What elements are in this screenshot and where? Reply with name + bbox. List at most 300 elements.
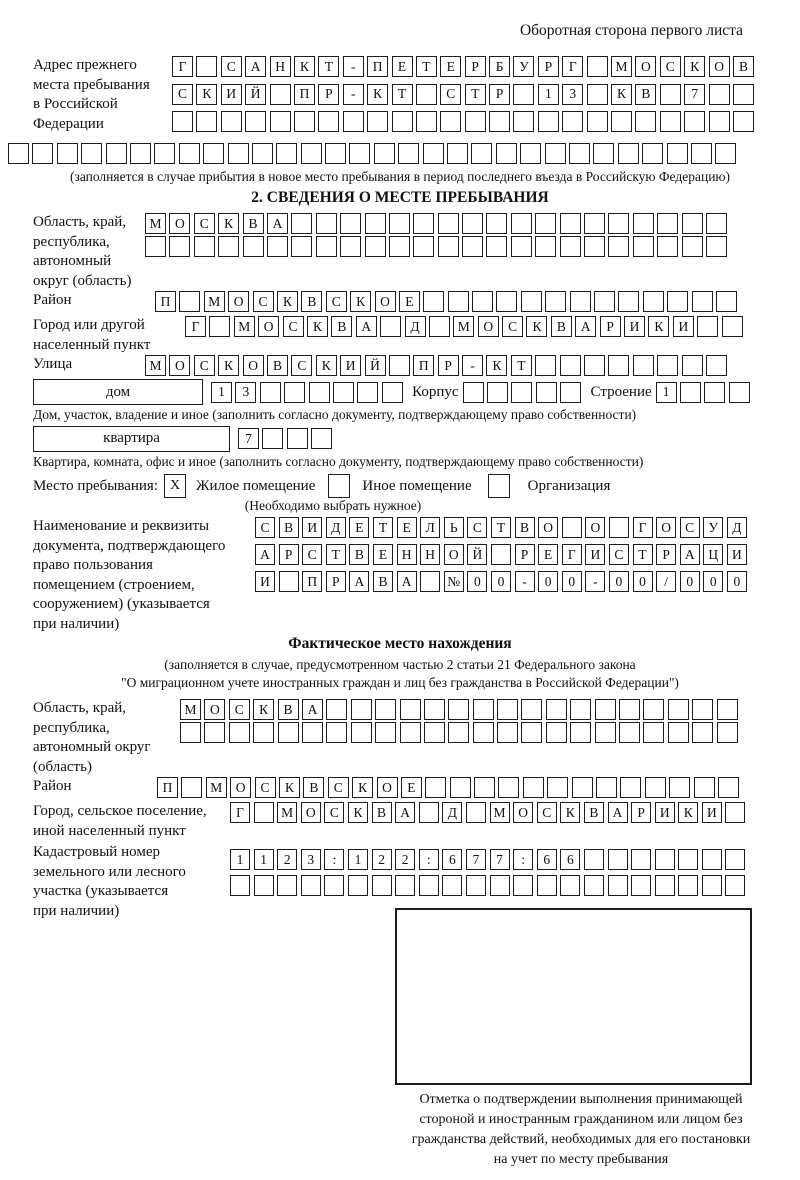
char-box[interactable] <box>276 143 297 164</box>
char-box[interactable] <box>521 699 542 720</box>
char-box[interactable]: 7 <box>684 84 705 105</box>
char-box[interactable] <box>682 355 703 376</box>
char-box[interactable] <box>717 699 738 720</box>
char-box[interactable] <box>448 722 469 743</box>
char-box[interactable]: Е <box>349 517 369 538</box>
char-box[interactable]: Т <box>318 56 339 77</box>
char-box[interactable]: О <box>377 777 398 798</box>
char-box[interactable] <box>413 213 434 234</box>
char-box[interactable] <box>442 875 462 896</box>
char-box[interactable] <box>252 143 273 164</box>
char-box[interactable] <box>618 143 639 164</box>
char-box[interactable]: Д <box>442 802 462 823</box>
char-box[interactable] <box>325 143 346 164</box>
char-box[interactable]: 0 <box>538 571 558 592</box>
char-box[interactable]: К <box>367 84 388 105</box>
char-box[interactable]: В <box>635 84 656 105</box>
char-box[interactable] <box>487 382 508 403</box>
char-box[interactable] <box>380 316 401 337</box>
char-box[interactable] <box>172 111 193 132</box>
char-box[interactable] <box>536 382 557 403</box>
char-box[interactable] <box>725 849 745 870</box>
char-box[interactable] <box>463 382 484 403</box>
char-box[interactable]: В <box>733 56 754 77</box>
stay-option-checkbox-residential[interactable]: X <box>164 474 186 498</box>
char-box[interactable] <box>474 777 495 798</box>
char-box[interactable]: М <box>277 802 297 823</box>
char-box[interactable]: К <box>196 84 217 105</box>
char-box[interactable] <box>608 213 629 234</box>
char-box[interactable]: М <box>611 56 632 77</box>
char-box[interactable]: С <box>324 802 344 823</box>
char-box[interactable]: И <box>624 316 645 337</box>
char-box[interactable] <box>179 291 200 312</box>
char-box[interactable] <box>645 777 666 798</box>
char-box[interactable]: И <box>302 517 322 538</box>
char-box[interactable] <box>680 382 701 403</box>
char-box[interactable]: О <box>656 517 676 538</box>
char-box[interactable] <box>562 111 583 132</box>
char-box[interactable]: В <box>301 291 322 312</box>
char-box[interactable] <box>375 722 396 743</box>
char-box[interactable] <box>535 213 556 234</box>
char-box[interactable] <box>655 849 675 870</box>
char-box[interactable] <box>619 722 640 743</box>
char-box[interactable]: К <box>218 355 239 376</box>
char-box[interactable] <box>660 111 681 132</box>
char-box[interactable]: С <box>609 544 629 565</box>
char-box[interactable]: 2 <box>277 849 297 870</box>
char-box[interactable]: И <box>727 544 747 565</box>
char-box[interactable]: Р <box>600 316 621 337</box>
apartment-type-box[interactable]: квартира <box>33 426 230 452</box>
char-box[interactable] <box>535 355 556 376</box>
char-box[interactable]: В <box>551 316 572 337</box>
char-box[interactable] <box>284 382 305 403</box>
char-box[interactable] <box>466 802 486 823</box>
char-box[interactable] <box>618 291 639 312</box>
char-box[interactable] <box>535 236 556 257</box>
char-box[interactable] <box>316 213 337 234</box>
char-box[interactable]: Р <box>465 56 486 77</box>
char-box[interactable] <box>692 722 713 743</box>
char-box[interactable]: С <box>221 56 242 77</box>
char-box[interactable]: 3 <box>562 84 583 105</box>
char-box[interactable] <box>260 382 281 403</box>
char-box[interactable]: М <box>204 291 225 312</box>
char-box[interactable] <box>294 111 315 132</box>
char-box[interactable] <box>667 291 688 312</box>
char-box[interactable] <box>465 111 486 132</box>
char-box[interactable]: 7 <box>466 849 486 870</box>
char-box[interactable]: А <box>395 802 415 823</box>
char-box[interactable] <box>270 111 291 132</box>
char-box[interactable]: Т <box>392 84 413 105</box>
char-box[interactable] <box>218 236 239 257</box>
char-box[interactable] <box>472 291 493 312</box>
char-box[interactable] <box>270 84 291 105</box>
char-box[interactable] <box>722 316 743 337</box>
char-box[interactable]: К <box>648 316 669 337</box>
char-box[interactable]: Т <box>491 517 511 538</box>
char-box[interactable]: Е <box>440 56 461 77</box>
char-box[interactable]: Р <box>318 84 339 105</box>
char-box[interactable]: Т <box>326 544 346 565</box>
char-box[interactable] <box>642 143 663 164</box>
char-box[interactable]: К <box>684 56 705 77</box>
char-box[interactable] <box>560 355 581 376</box>
char-box[interactable] <box>423 291 444 312</box>
char-box[interactable]: / <box>656 571 676 592</box>
char-box[interactable] <box>682 236 703 257</box>
char-box[interactable] <box>521 722 542 743</box>
char-box[interactable] <box>587 84 608 105</box>
char-box[interactable]: № <box>444 571 464 592</box>
char-box[interactable] <box>196 111 217 132</box>
char-box[interactable] <box>657 236 678 257</box>
char-box[interactable]: 6 <box>537 849 557 870</box>
char-box[interactable]: С <box>291 355 312 376</box>
char-box[interactable]: Т <box>511 355 532 376</box>
char-box[interactable] <box>593 143 614 164</box>
char-box[interactable] <box>382 382 403 403</box>
char-box[interactable] <box>486 213 507 234</box>
char-box[interactable] <box>424 699 445 720</box>
char-box[interactable] <box>560 236 581 257</box>
char-box[interactable] <box>584 213 605 234</box>
char-box[interactable]: У <box>703 517 723 538</box>
char-box[interactable]: А <box>397 571 417 592</box>
char-box[interactable]: С <box>502 316 523 337</box>
char-box[interactable] <box>643 291 664 312</box>
char-box[interactable]: Е <box>392 56 413 77</box>
char-box[interactable] <box>511 213 532 234</box>
char-box[interactable] <box>584 236 605 257</box>
char-box[interactable] <box>635 111 656 132</box>
char-box[interactable]: И <box>340 355 361 376</box>
char-box[interactable]: Н <box>270 56 291 77</box>
char-box[interactable] <box>584 849 604 870</box>
char-box[interactable] <box>496 291 517 312</box>
char-box[interactable]: К <box>486 355 507 376</box>
char-box[interactable]: Р <box>656 544 676 565</box>
char-box[interactable]: О <box>478 316 499 337</box>
char-box[interactable] <box>729 382 750 403</box>
char-box[interactable]: 0 <box>467 571 487 592</box>
char-box[interactable] <box>706 236 727 257</box>
char-box[interactable]: М <box>145 213 166 234</box>
char-box[interactable] <box>374 143 395 164</box>
char-box[interactable]: Д <box>727 517 747 538</box>
char-box[interactable] <box>545 143 566 164</box>
char-box[interactable] <box>180 722 201 743</box>
char-box[interactable] <box>702 849 722 870</box>
char-box[interactable] <box>715 143 736 164</box>
char-box[interactable] <box>546 722 567 743</box>
char-box[interactable]: В <box>278 699 299 720</box>
char-box[interactable]: С <box>660 56 681 77</box>
char-box[interactable]: Г <box>185 316 206 337</box>
char-box[interactable]: В <box>279 517 299 538</box>
char-box[interactable]: Е <box>399 291 420 312</box>
char-box[interactable] <box>643 699 664 720</box>
char-box[interactable]: О <box>709 56 730 77</box>
char-box[interactable]: О <box>228 291 249 312</box>
char-box[interactable]: Т <box>416 56 437 77</box>
char-box[interactable] <box>254 875 274 896</box>
char-box[interactable] <box>489 111 510 132</box>
char-box[interactable]: 0 <box>633 571 653 592</box>
char-box[interactable]: С <box>440 84 461 105</box>
char-box[interactable]: И <box>255 571 275 592</box>
char-box[interactable] <box>420 571 440 592</box>
char-box[interactable] <box>608 355 629 376</box>
char-box[interactable] <box>181 777 202 798</box>
char-box[interactable] <box>570 699 591 720</box>
char-box[interactable] <box>438 236 459 257</box>
char-box[interactable] <box>473 722 494 743</box>
char-box[interactable] <box>243 236 264 257</box>
char-box[interactable] <box>291 213 312 234</box>
char-box[interactable] <box>450 777 471 798</box>
char-box[interactable] <box>608 849 628 870</box>
char-box[interactable]: 7 <box>238 428 259 449</box>
stay-option-checkbox-organization[interactable] <box>488 474 510 498</box>
stay-option-checkbox-other[interactable] <box>328 474 350 498</box>
char-box[interactable] <box>429 316 450 337</box>
char-box[interactable]: К <box>678 802 698 823</box>
char-box[interactable]: 0 <box>562 571 582 592</box>
char-box[interactable]: : <box>513 849 533 870</box>
char-box[interactable] <box>440 111 461 132</box>
char-box[interactable] <box>497 699 518 720</box>
char-box[interactable]: О <box>301 802 321 823</box>
char-box[interactable]: И <box>655 802 675 823</box>
char-box[interactable] <box>395 875 415 896</box>
house-type-box[interactable]: дом <box>33 379 203 405</box>
char-box[interactable] <box>253 722 274 743</box>
char-box[interactable]: П <box>294 84 315 105</box>
char-box[interactable]: Г <box>562 544 582 565</box>
char-box[interactable] <box>570 722 591 743</box>
char-box[interactable] <box>538 111 559 132</box>
char-box[interactable]: Г <box>562 56 583 77</box>
char-box[interactable]: 6 <box>560 849 580 870</box>
char-box[interactable] <box>491 544 511 565</box>
char-box[interactable]: Т <box>373 517 393 538</box>
char-box[interactable] <box>716 291 737 312</box>
char-box[interactable] <box>357 382 378 403</box>
char-box[interactable]: Р <box>489 84 510 105</box>
char-box[interactable] <box>678 875 698 896</box>
char-box[interactable]: - <box>462 355 483 376</box>
char-box[interactable] <box>498 777 519 798</box>
char-box[interactable]: М <box>206 777 227 798</box>
char-box[interactable] <box>511 382 532 403</box>
char-box[interactable] <box>471 143 492 164</box>
char-box[interactable]: : <box>324 849 344 870</box>
char-box[interactable] <box>692 291 713 312</box>
char-box[interactable]: А <box>680 544 700 565</box>
char-box[interactable] <box>668 699 689 720</box>
char-box[interactable] <box>365 213 386 234</box>
char-box[interactable] <box>608 236 629 257</box>
char-box[interactable] <box>546 699 567 720</box>
char-box[interactable]: П <box>157 777 178 798</box>
char-box[interactable]: Д <box>326 517 346 538</box>
char-box[interactable] <box>106 143 127 164</box>
char-box[interactable] <box>725 802 745 823</box>
char-box[interactable] <box>309 382 330 403</box>
char-box[interactable] <box>392 111 413 132</box>
char-box[interactable] <box>643 722 664 743</box>
char-box[interactable]: - <box>343 84 364 105</box>
char-box[interactable] <box>547 777 568 798</box>
char-box[interactable] <box>596 777 617 798</box>
char-box[interactable]: С <box>229 699 250 720</box>
char-box[interactable]: В <box>303 777 324 798</box>
char-box[interactable] <box>302 722 323 743</box>
char-box[interactable]: К <box>279 777 300 798</box>
char-box[interactable]: В <box>267 355 288 376</box>
char-box[interactable]: С <box>467 517 487 538</box>
char-box[interactable]: М <box>234 316 255 337</box>
char-box[interactable] <box>631 849 651 870</box>
char-box[interactable]: - <box>585 571 605 592</box>
char-box[interactable]: Й <box>245 84 266 105</box>
char-box[interactable] <box>584 355 605 376</box>
char-box[interactable] <box>697 316 718 337</box>
char-box[interactable]: О <box>258 316 279 337</box>
char-box[interactable] <box>669 777 690 798</box>
char-box[interactable]: С <box>255 777 276 798</box>
char-box[interactable] <box>351 699 372 720</box>
char-box[interactable] <box>447 143 468 164</box>
char-box[interactable]: 1 <box>538 84 559 105</box>
char-box[interactable] <box>691 143 712 164</box>
char-box[interactable] <box>278 722 299 743</box>
char-box[interactable] <box>8 143 29 164</box>
char-box[interactable]: 7 <box>490 849 510 870</box>
char-box[interactable] <box>733 84 754 105</box>
char-box[interactable] <box>717 722 738 743</box>
char-box[interactable]: О <box>513 802 533 823</box>
char-box[interactable]: Р <box>326 571 346 592</box>
char-box[interactable]: С <box>302 544 322 565</box>
char-box[interactable] <box>400 699 421 720</box>
char-box[interactable]: - <box>343 56 364 77</box>
char-box[interactable] <box>326 699 347 720</box>
char-box[interactable] <box>419 875 439 896</box>
char-box[interactable] <box>311 428 332 449</box>
char-box[interactable] <box>584 875 604 896</box>
char-box[interactable] <box>619 699 640 720</box>
char-box[interactable]: 2 <box>395 849 415 870</box>
char-box[interactable] <box>203 143 224 164</box>
char-box[interactable]: О <box>230 777 251 798</box>
char-box[interactable]: Ь <box>444 517 464 538</box>
char-box[interactable] <box>229 722 250 743</box>
char-box[interactable]: О <box>243 355 264 376</box>
char-box[interactable]: О <box>204 699 225 720</box>
char-box[interactable]: А <box>255 544 275 565</box>
char-box[interactable] <box>523 777 544 798</box>
char-box[interactable]: К <box>316 355 337 376</box>
char-box[interactable]: М <box>490 802 510 823</box>
char-box[interactable] <box>718 777 739 798</box>
char-box[interactable] <box>245 111 266 132</box>
char-box[interactable]: 1 <box>254 849 274 870</box>
char-box[interactable] <box>513 875 533 896</box>
char-box[interactable]: К <box>218 213 239 234</box>
char-box[interactable] <box>473 699 494 720</box>
char-box[interactable] <box>702 875 722 896</box>
char-box[interactable] <box>448 291 469 312</box>
char-box[interactable] <box>725 875 745 896</box>
char-box[interactable] <box>301 875 321 896</box>
char-box[interactable] <box>351 722 372 743</box>
char-box[interactable]: А <box>245 56 266 77</box>
char-box[interactable]: Д <box>405 316 426 337</box>
char-box[interactable] <box>513 111 534 132</box>
char-box[interactable] <box>277 875 297 896</box>
char-box[interactable]: А <box>267 213 288 234</box>
char-box[interactable] <box>179 143 200 164</box>
char-box[interactable] <box>611 111 632 132</box>
char-box[interactable]: К <box>526 316 547 337</box>
char-box[interactable] <box>706 213 727 234</box>
char-box[interactable]: 1 <box>211 382 232 403</box>
char-box[interactable] <box>262 428 283 449</box>
char-box[interactable] <box>682 213 703 234</box>
char-box[interactable]: П <box>155 291 176 312</box>
char-box[interactable]: О <box>444 544 464 565</box>
char-box[interactable] <box>154 143 175 164</box>
char-box[interactable]: А <box>349 571 369 592</box>
char-box[interactable]: Ц <box>703 544 723 565</box>
char-box[interactable] <box>326 722 347 743</box>
char-box[interactable]: Й <box>467 544 487 565</box>
char-box[interactable]: С <box>328 777 349 798</box>
char-box[interactable] <box>254 802 274 823</box>
char-box[interactable] <box>398 143 419 164</box>
char-box[interactable]: К <box>253 699 274 720</box>
char-box[interactable]: В <box>373 571 393 592</box>
char-box[interactable]: 3 <box>235 382 256 403</box>
char-box[interactable] <box>389 236 410 257</box>
char-box[interactable]: И <box>221 84 242 105</box>
char-box[interactable] <box>657 213 678 234</box>
char-box[interactable]: Е <box>401 777 422 798</box>
char-box[interactable]: С <box>680 517 700 538</box>
char-box[interactable] <box>560 875 580 896</box>
char-box[interactable] <box>343 111 364 132</box>
char-box[interactable]: А <box>608 802 628 823</box>
char-box[interactable]: В <box>515 517 535 538</box>
char-box[interactable]: В <box>243 213 264 234</box>
char-box[interactable]: О <box>538 517 558 538</box>
char-box[interactable]: С <box>537 802 557 823</box>
char-box[interactable] <box>318 111 339 132</box>
char-box[interactable]: Е <box>397 517 417 538</box>
char-box[interactable]: А <box>302 699 323 720</box>
char-box[interactable]: О <box>585 517 605 538</box>
char-box[interactable]: И <box>585 544 605 565</box>
char-box[interactable]: Т <box>633 544 653 565</box>
char-box[interactable] <box>228 143 249 164</box>
char-box[interactable] <box>660 84 681 105</box>
char-box[interactable]: П <box>302 571 322 592</box>
